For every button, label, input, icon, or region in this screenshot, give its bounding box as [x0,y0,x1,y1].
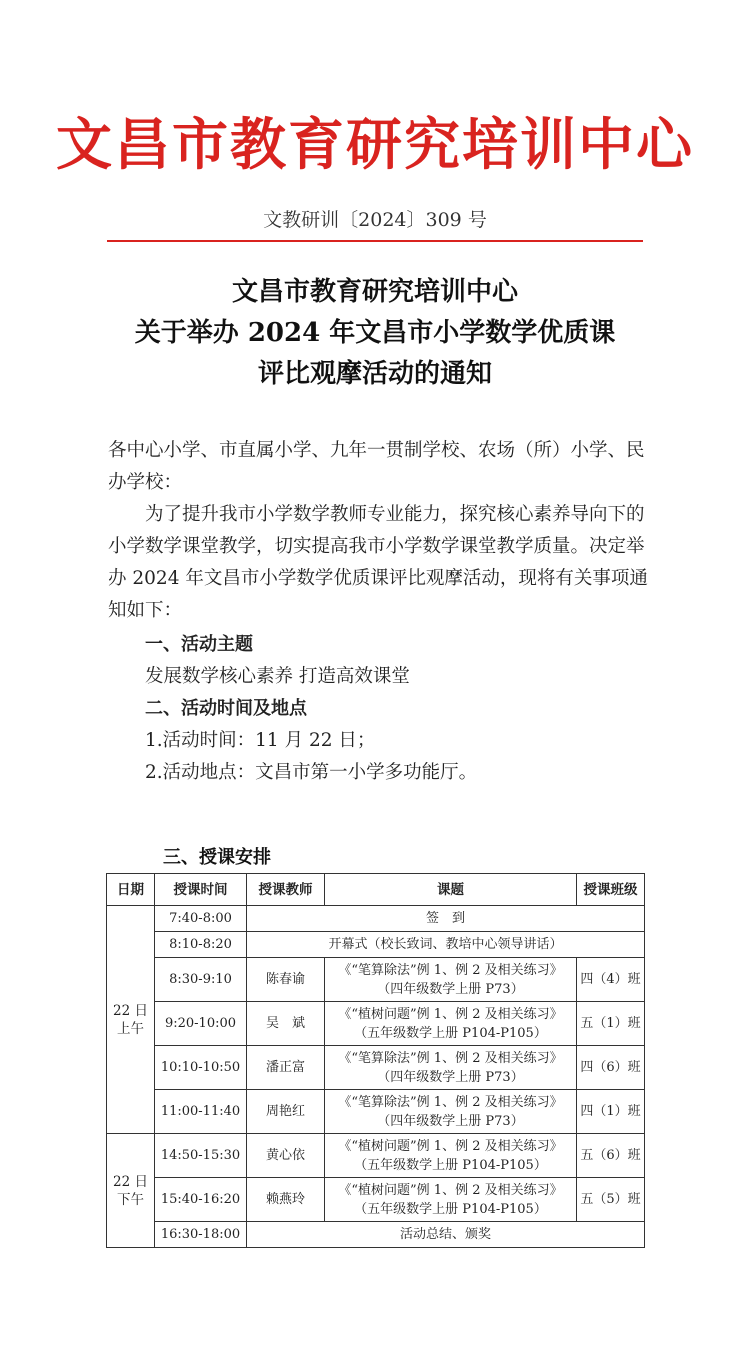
time-cell: 8:10-8:20 [155,932,247,958]
class-cell: 四（1）班 [577,1090,645,1134]
merged-cell: 签 到 [247,906,645,932]
notice-title-line-2: 关于举办 2024 年文昌市小学数学优质课 [134,318,616,348]
notice-body [108,435,648,789]
header-date: 日期 [107,874,155,906]
topic-cell: 《“植树问题”例 1、例 2 及相关练习》 （五年级数学上册 P104-P105） [325,1134,577,1178]
merged-cell: 开幕式（校长致词、教培中心领导讲话） [247,932,645,958]
class-cell: 五（6）班 [577,1134,645,1178]
time-cell: 16:30-18:00 [155,1222,247,1248]
header-topic: 课题 [325,874,577,906]
intro-paragraph: 为了提升我市小学数学教师专业能力，探究核心素养导向下的小学数学课堂教学，切实提高我市小学数学课堂教学质量。决定举办 2024 年文昌市小学数学优质课评比观摩活动，现将有关事项通知如下： [108,504,648,621]
time-cell: 7:40-8:00 [155,906,247,932]
notice-title-line-1: 文昌市教育研究培训中心 [231,277,518,307]
table-row [107,1002,645,1046]
teacher-cell: 潘正富 [247,1046,325,1090]
topic-cell: 《“笔算除法”例 1、例 2 及相关练习》 （四年级数学上册 P73） [325,1090,577,1134]
table-row [107,1178,645,1222]
table-row [107,932,645,958]
table-row [107,1134,645,1178]
section-1-heading: 一、活动主题 [145,634,253,655]
salutation: 各中心小学、市直属小学、九年一贯制学校、农场（所）小学、民办学校： [108,440,645,493]
table-row [107,1046,645,1090]
teacher-cell: 黄心依 [247,1134,325,1178]
teacher-cell: 陈春谕 [247,958,325,1002]
class-cell: 四（6）班 [577,1046,645,1090]
table-header-row [107,874,645,906]
section-2-heading: 二、活动时间及地点 [145,698,307,719]
notice-title [0,272,750,395]
header-teacher: 授课教师 [247,874,325,906]
date-cell-afternoon: 22 日 下午 [107,1134,155,1248]
time-cell: 14:50-15:30 [155,1134,247,1178]
section-3-heading: 三、授课安排 [163,847,271,868]
time-cell: 9:20-10:00 [155,1002,247,1046]
teacher-cell: 赖燕玲 [247,1178,325,1222]
section-1-text: 发展数学核心素养 打造高效课堂 [145,666,410,687]
header-time: 授课时间 [155,874,247,906]
time-cell: 10:10-10:50 [155,1046,247,1090]
class-cell: 五（5）班 [577,1178,645,1222]
time-cell: 8:30-9:10 [155,958,247,1002]
topic-cell: 《“植树问题”例 1、例 2 及相关练习》 （五年级数学上册 P104-P105） [325,1002,577,1046]
document-number: 文教研训〔2024〕309 号 [263,209,487,231]
topic-cell: 《“笔算除法”例 1、例 2 及相关练习》 （四年级数学上册 P73） [325,1046,577,1090]
time-cell: 15:40-16:20 [155,1178,247,1222]
issuer-header-title: 文昌市教育研究培训中心 [56,112,694,178]
header-class: 授课班级 [577,874,645,906]
date-cell-morning: 22 日 上午 [107,906,155,1134]
teacher-cell: 周艳红 [247,1090,325,1134]
topic-cell: 《“笔算除法”例 1、例 2 及相关练习》 （四年级数学上册 P73） [325,958,577,1002]
topic-cell: 《“植树问题”例 1、例 2 及相关练习》 （五年级数学上册 P104-P105） [325,1178,577,1222]
table-row [107,1222,645,1248]
schedule-table [106,873,645,1248]
teacher-cell: 吴 斌 [247,1002,325,1046]
notice-title-line-3: 评比观摩活动的通知 [257,359,492,389]
class-cell: 四（4）班 [577,958,645,1002]
section-2-item-2: 2.活动地点：文昌市第一小学多功能厅。 [145,762,478,783]
table-row [107,1090,645,1134]
class-cell: 五（1）班 [577,1002,645,1046]
table-row [107,906,645,932]
time-cell: 11:00-11:40 [155,1090,247,1134]
section-2-item-1: 1.活动时间：11 月 22 日； [145,730,376,751]
red-divider-line [107,240,643,242]
table-row [107,958,645,1002]
merged-cell: 活动总结、颁奖 [247,1222,645,1248]
